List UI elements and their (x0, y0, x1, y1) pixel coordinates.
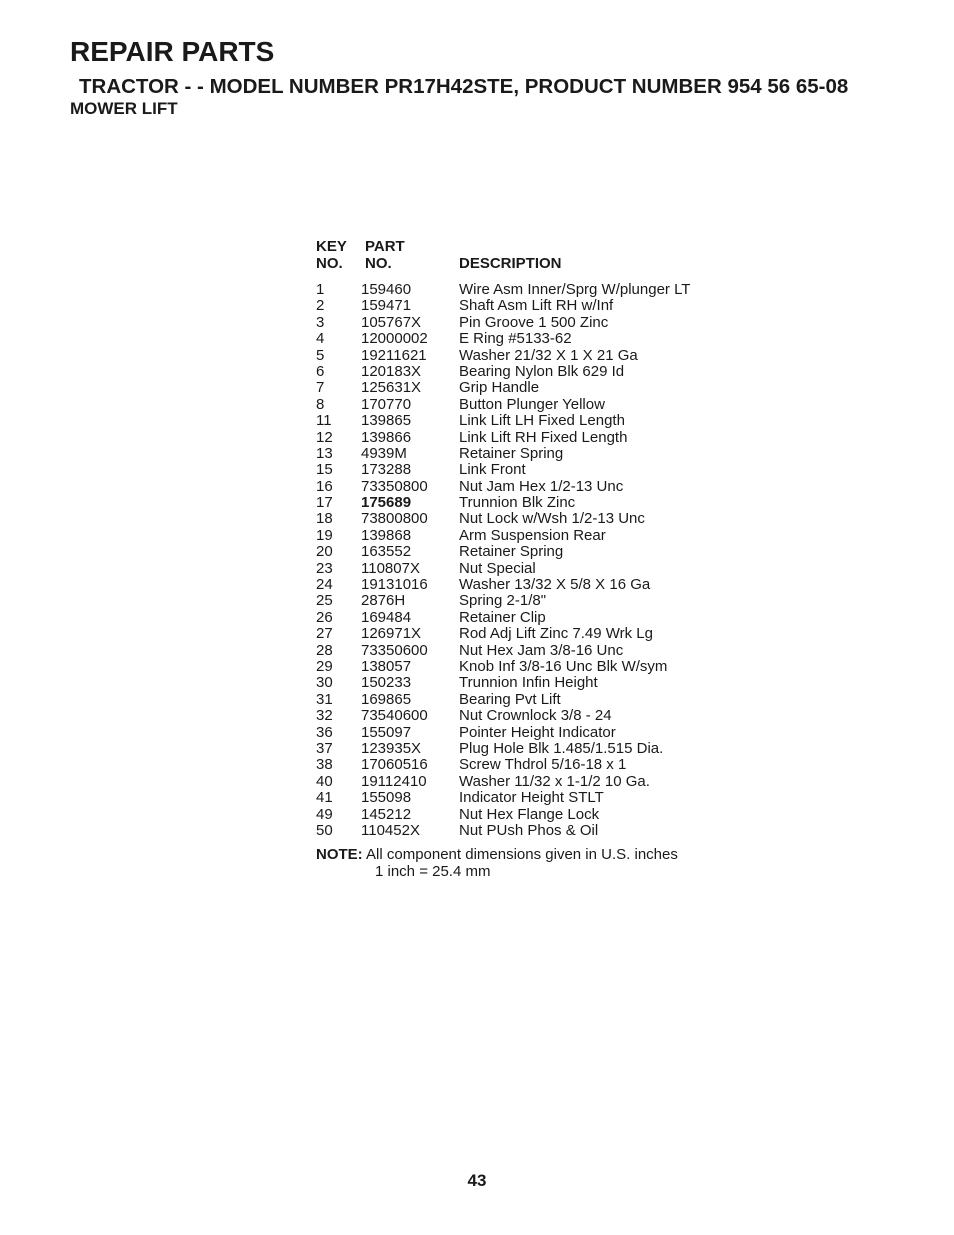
table-row (316, 757, 736, 773)
row-part-number: 163552 (361, 543, 412, 561)
row-description: Nut Hex Jam 3/8-16 Unc (459, 641, 624, 659)
row-description: Nut Crownlock 3/8 - 24 (459, 707, 612, 725)
note-label: NOTE: (316, 846, 363, 863)
row-description: Plug Hole Blk 1.485/1.515 Dia. (459, 739, 664, 757)
row-description: Grip Handle (459, 379, 540, 397)
row-part-number: 155097 (361, 723, 412, 741)
note-block (316, 847, 736, 880)
row-description: Link Front (459, 461, 526, 479)
row-key: 8 (316, 395, 325, 413)
row-key: 30 (316, 674, 333, 692)
table-row (316, 610, 736, 626)
row-description: Knob Inf 3/8-16 Unc Blk W/sym (459, 657, 668, 675)
note-line2: 1 inch = 25.4 mm (375, 862, 491, 880)
table-row (316, 446, 736, 462)
row-description: Pointer Height Indicator (459, 723, 616, 741)
page-title: REPAIR PARTS (70, 36, 275, 67)
row-part-number: 145212 (361, 805, 412, 823)
row-key: 50 (316, 821, 333, 839)
row-key: 41 (316, 789, 333, 807)
row-description: Link Lift RH Fixed Length (459, 428, 628, 446)
row-part-number: 73350800 (361, 477, 428, 495)
row-key: 29 (316, 657, 333, 675)
row-key: 19 (316, 526, 333, 544)
note-line1: All component dimensions given in U.S. inches (366, 846, 678, 863)
header-part-line2: NO. (365, 255, 392, 272)
table-row (316, 675, 736, 691)
row-key: 2 (316, 297, 325, 315)
table-row (316, 462, 736, 478)
row-part-number: 110807X (361, 559, 420, 577)
page-number: 43 (467, 1171, 487, 1190)
header-part-line1: PART (365, 238, 405, 255)
parts-list-header (316, 238, 736, 282)
table-row (316, 364, 736, 380)
row-description: Trunnion Blk Zinc (459, 494, 576, 512)
row-part-number: 4939M (361, 444, 407, 462)
row-part-number: 139868 (361, 526, 412, 544)
row-part-number: 173288 (361, 461, 412, 479)
row-part-number: 126971X (361, 625, 422, 643)
row-key: 28 (316, 641, 333, 659)
header-key-line2: NO. (316, 255, 343, 272)
row-key: 38 (316, 756, 333, 774)
row-key: 12 (316, 428, 333, 446)
row-description: Washer 21/32 X 1 X 21 Ga (459, 346, 638, 364)
row-part-number: 169484 (361, 608, 412, 626)
row-description: Trunnion Infin Height (459, 674, 598, 692)
row-description: Shaft Asm Lift RH w/Inf (459, 297, 614, 315)
row-key: 49 (316, 805, 333, 823)
row-description: Wire Asm Inner/Sprg W/plunger LT (459, 281, 691, 298)
row-key: 6 (316, 362, 325, 380)
row-part-number: 175689 (361, 494, 412, 512)
table-row (316, 626, 736, 642)
row-description: Washer 11/32 x 1-1/2 10 Ga. (459, 772, 650, 790)
row-part-number: 155098 (361, 789, 412, 807)
row-description: Washer 13/32 X 5/8 X 16 Ga (459, 576, 651, 594)
table-row (316, 741, 736, 757)
row-description: Nut PUsh Phos & Oil (459, 821, 599, 839)
row-key: 36 (316, 723, 333, 741)
row-description: Button Plunger Yellow (459, 395, 605, 413)
row-key: 5 (316, 346, 325, 364)
row-key: 11 (316, 412, 332, 430)
row-key: 24 (316, 576, 333, 594)
section-heading: MOWER LIFT (70, 99, 178, 118)
row-description: Bearing Nylon Blk 629 Id (459, 362, 625, 380)
table-row (316, 577, 736, 593)
table-row (316, 380, 736, 396)
row-key: 16 (316, 477, 333, 495)
table-row (316, 430, 736, 446)
table-row (316, 495, 736, 511)
table-row (316, 708, 736, 724)
table-row (316, 823, 736, 839)
table-row (316, 643, 736, 659)
row-part-number: 73800800 (361, 510, 428, 528)
row-description: Link Lift LH Fixed Length (459, 412, 625, 430)
table-row (316, 807, 736, 823)
row-part-number: 73350600 (361, 641, 428, 659)
parts-list-rows (316, 282, 736, 839)
model-subtitle: TRACTOR - - MODEL NUMBER PR17H42STE, PRODUCT NUMBER 954 56 65-08 (79, 75, 849, 98)
row-part-number: 12000002 (361, 330, 428, 348)
row-key: 26 (316, 608, 333, 626)
row-key: 17 (316, 494, 333, 512)
row-description: Nut Special (459, 559, 536, 577)
row-description: Retainer Spring (459, 444, 564, 462)
row-part-number: 139866 (361, 428, 412, 446)
table-row (316, 413, 736, 429)
table-row (316, 774, 736, 790)
row-part-number: 73540600 (361, 707, 428, 725)
row-key: 3 (316, 313, 325, 331)
row-description: Bearing Pvt Lift (459, 690, 561, 708)
table-row (316, 348, 736, 364)
row-part-number: 139865 (361, 412, 412, 430)
table-row (316, 479, 736, 495)
parts-list (316, 238, 736, 839)
row-part-number: 19211621 (361, 346, 427, 364)
row-key: 20 (316, 543, 333, 561)
row-key: 4 (316, 330, 325, 348)
row-description: Pin Groove 1 500 Zinc (459, 313, 609, 331)
row-key: 1 (316, 281, 325, 298)
row-key: 40 (316, 772, 333, 790)
header-description: DESCRIPTION (459, 255, 562, 272)
row-description: E Ring #5133-62 (459, 330, 572, 348)
row-part-number: 17060516 (361, 756, 428, 774)
row-part-number: 138057 (361, 657, 412, 675)
row-description: Spring 2-1/8" (459, 592, 547, 610)
table-row (316, 331, 736, 347)
row-part-number: 125631X (361, 379, 422, 397)
table-row (316, 692, 736, 708)
row-part-number: 2876H (361, 592, 406, 610)
table-row (316, 511, 736, 527)
row-key: 27 (316, 625, 333, 643)
table-row (316, 561, 736, 577)
row-part-number: 123935X (361, 739, 422, 757)
table-row (316, 790, 736, 806)
table-row (316, 593, 736, 609)
row-description: Rod Adj Lift Zinc 7.49 Wrk Lg (459, 625, 653, 643)
row-description: Arm Suspension Rear (459, 526, 606, 544)
row-description: Retainer Clip (459, 608, 546, 626)
row-key: 37 (316, 739, 333, 757)
row-key: 25 (316, 592, 333, 610)
table-row (316, 528, 736, 544)
table-row (316, 315, 736, 331)
row-part-number: 19131016 (361, 576, 428, 594)
table-row (316, 298, 736, 314)
table-row (316, 282, 736, 298)
row-description: Indicator Height STLT (459, 789, 604, 807)
row-description: Screw Thdrol 5/16-18 x 1 (459, 756, 627, 774)
row-description: Retainer Spring (459, 543, 564, 561)
table-row (316, 397, 736, 413)
row-key: 15 (316, 461, 333, 479)
row-key: 18 (316, 510, 333, 528)
row-description: Nut Jam Hex 1/2-13 Unc (459, 477, 624, 495)
row-part-number: 110452X (361, 821, 420, 839)
row-description: Nut Hex Flange Lock (459, 805, 600, 823)
row-part-number: 170770 (361, 395, 412, 413)
table-row (316, 544, 736, 560)
header-key-line1: KEY (316, 238, 347, 255)
row-part-number: 19112410 (361, 772, 427, 790)
row-key: 7 (316, 379, 325, 397)
row-part-number: 150233 (361, 674, 412, 692)
row-description: Nut Lock w/Wsh 1/2-13 Unc (459, 510, 645, 528)
row-part-number: 159460 (361, 281, 412, 298)
row-part-number: 159471 (361, 297, 412, 315)
row-key: 13 (316, 444, 333, 462)
table-row (316, 659, 736, 675)
table-row (316, 725, 736, 741)
row-key: 32 (316, 707, 333, 725)
row-part-number: 120183X (361, 362, 422, 380)
row-key: 31 (316, 690, 333, 708)
row-part-number: 105767X (361, 313, 422, 331)
row-key: 23 (316, 559, 333, 577)
row-part-number: 169865 (361, 690, 412, 708)
